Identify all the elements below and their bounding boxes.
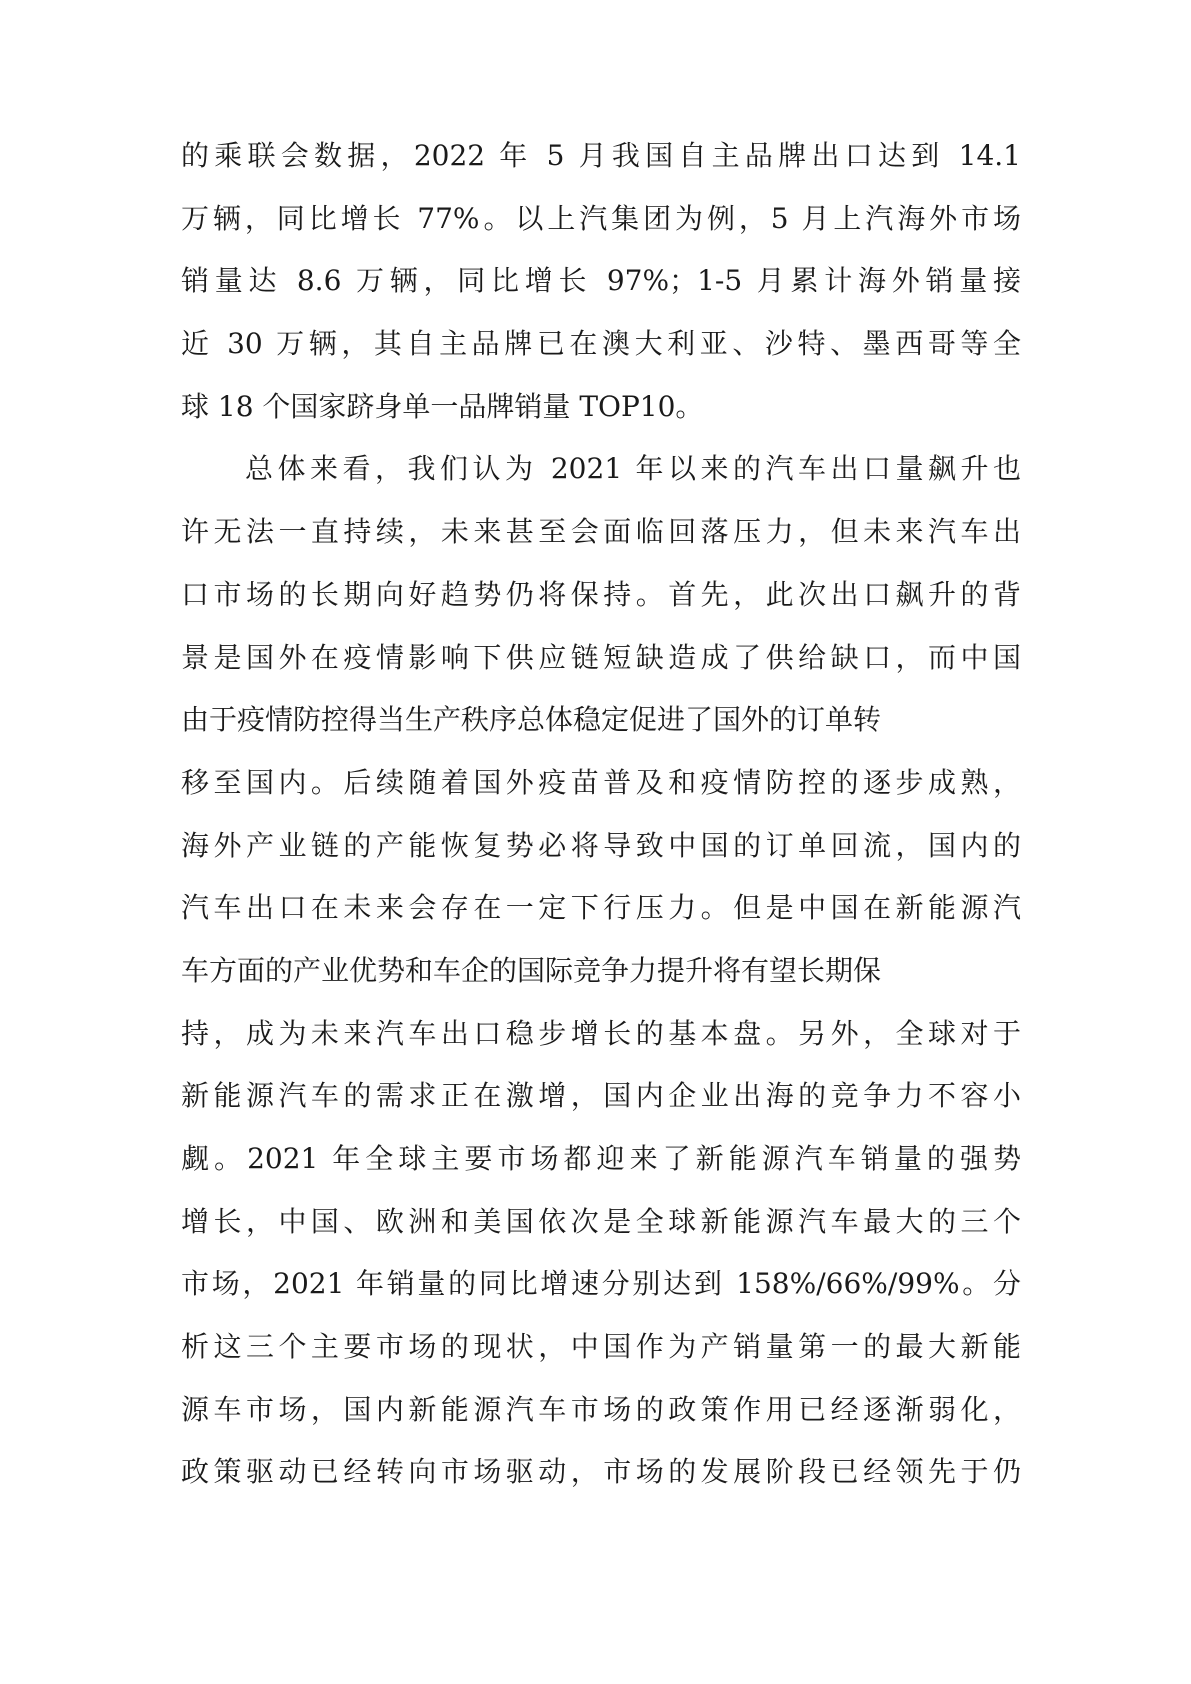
body-text — [181, 138, 1021, 1517]
text-line: 源车市场，国内新能源汽车市场的政策作用已经逐渐弱化， — [181, 1392, 1021, 1426]
text-line: 车方面的产业优势和车企的国际竞争力提升将有望长期保 — [181, 953, 882, 987]
paragraph-first-line: 总体来看，我们认为 2021 年以来的汽车出口量飙升也 — [245, 452, 1021, 486]
text-line: 销量达 8.6 万辆，同比增长 97%；1-5 月累计海外销量接 — [181, 264, 1021, 298]
text-line: 新能源汽车的需求正在激增，国内企业出海的竞争力不容小 — [181, 1079, 1021, 1113]
text-line: 移至国内。后续随着国外疫苗普及和疫情防控的逐步成熟， — [181, 765, 1021, 799]
text-line: 球 18 个国家跻身单一品牌销量 TOP10。 — [181, 389, 704, 423]
text-line: 增长，中国、欧洲和美国依次是全球新能源汽车最大的三个 — [181, 1204, 1021, 1238]
text-line: 析这三个主要市场的现状，中国作为产销量第一的最大新能 — [181, 1330, 1021, 1364]
text-line: 持，成为未来汽车出口稳步增长的基本盘。另外，全球对于 — [181, 1016, 1021, 1050]
text-line: 汽车出口在未来会存在一定下行压力。但是中国在新能源汽 — [181, 891, 1021, 925]
text-line: 景是国外在疫情影响下供应链短缺造成了供给缺口，而中国 — [181, 640, 1021, 674]
text-line: 许无法一直持续，未来甚至会面临回落压力，但未来汽车出 — [181, 515, 1021, 549]
text-line: 的乘联会数据，2022 年 5 月我国自主品牌出口达到 14.1 — [181, 139, 1021, 172]
text-line: 觑。2021 年全球主要市场都迎来了新能源汽车销量的强势 — [181, 1142, 1021, 1175]
text-line: 海外产业链的产能恢复势必将导致中国的订单回流，国内的 — [181, 828, 1021, 862]
text-line: 近 30 万辆，其自主品牌已在澳大利亚、沙特、墨西哥等全 — [181, 327, 1021, 361]
text-line: 市场，2021 年销量的同比增速分别达到 158%/66%/99%。分 — [181, 1267, 1021, 1301]
text-line: 万辆，同比增长 77%。以上汽集团为例，5 月上汽海外市场 — [181, 201, 1021, 235]
text-line: 口市场的长期向好趋势仍将保持。首先，此次出口飙升的背 — [181, 577, 1021, 611]
text-line: 政策驱动已经转向市场驱动，市场的发展阶段已经领先于仍 — [181, 1455, 1021, 1489]
text-line: 由于疫情防控得当生产秩序总体稳定促进了国外的订单转 — [181, 703, 882, 737]
